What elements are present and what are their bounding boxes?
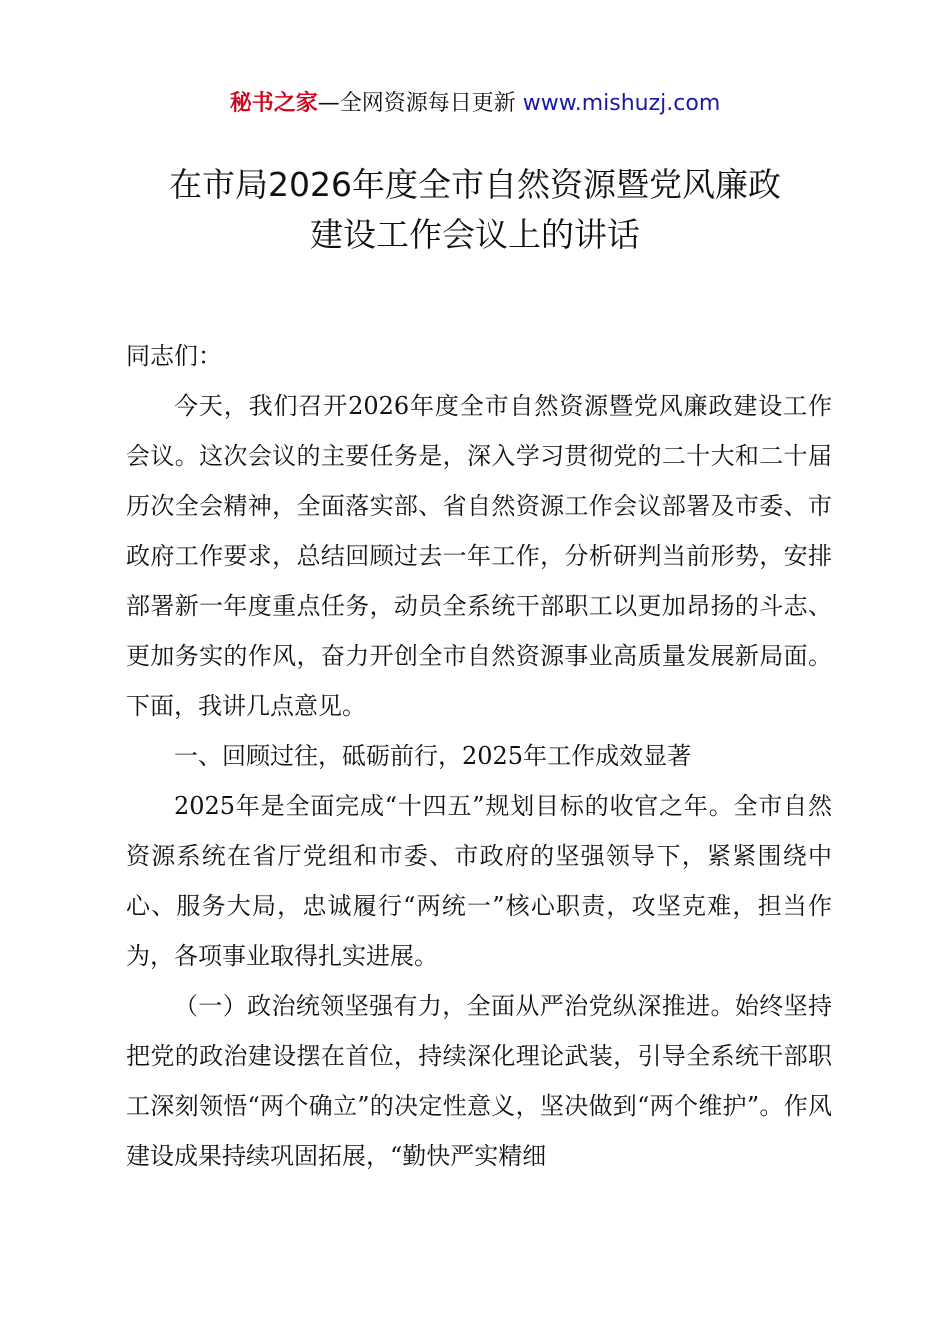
salutation: 同志们： — [126, 342, 222, 370]
site-url-link[interactable]: www.mishuzj.com — [522, 91, 721, 116]
title-line-1: 在市局2026年度全市自然资源暨党风廉政 — [169, 165, 781, 204]
brand-name: 秘书之家 — [229, 91, 318, 116]
section-heading-1: 一、回顾过往，砥砺前行，2025年工作成效显著 — [174, 742, 692, 770]
document-body — [126, 331, 832, 1181]
paragraph-review: 2025年是全面完成“十四五”规划目标的收官之年。全市自然资源系统在省厅党组和市委、市政府的坚强领导下，紧紧围绕中心、服务大局，忠诚履行“两统一”核心职责，攻坚克难，担当作为，各项事业取得扎实进展。 — [126, 792, 832, 970]
title-line-2: 建设工作会议上的讲话 — [310, 215, 640, 254]
paragraph-subsection-1: （一）政治统领坚强有力，全面从严治党纵深推进。始终坚持把党的政治建设摆在首位，持续深化理论武装，引导全系统干部职工深刻领悟“两个确立”的决定性意义，坚决做到“两个维护”。作风建设成果持续巩固拓展，“勤快严实精细 — [126, 992, 832, 1170]
site-header — [0, 84, 950, 124]
paragraph-intro: 今天，我们召开2026年度全市自然资源暨党风廉政建设工作会议。这次会议的主要任务是，深入学习贯彻党的二十大和二十届历次全会精神，全面落实部、省自然资源工作会议部署及市委、市政府工作要求，总结回顾过去一年工作，分析研判当前形势，安排部署新一年度重点任务，动员全系统干部职工以更加昂扬的斗志、更加务实的作风，奋力开创全市自然资源事业高质量发展新局面。下面，我讲几点意见。 — [126, 392, 832, 720]
header-tagline: —全网资源每日更新 — [317, 91, 516, 116]
document-title — [80, 160, 870, 260]
